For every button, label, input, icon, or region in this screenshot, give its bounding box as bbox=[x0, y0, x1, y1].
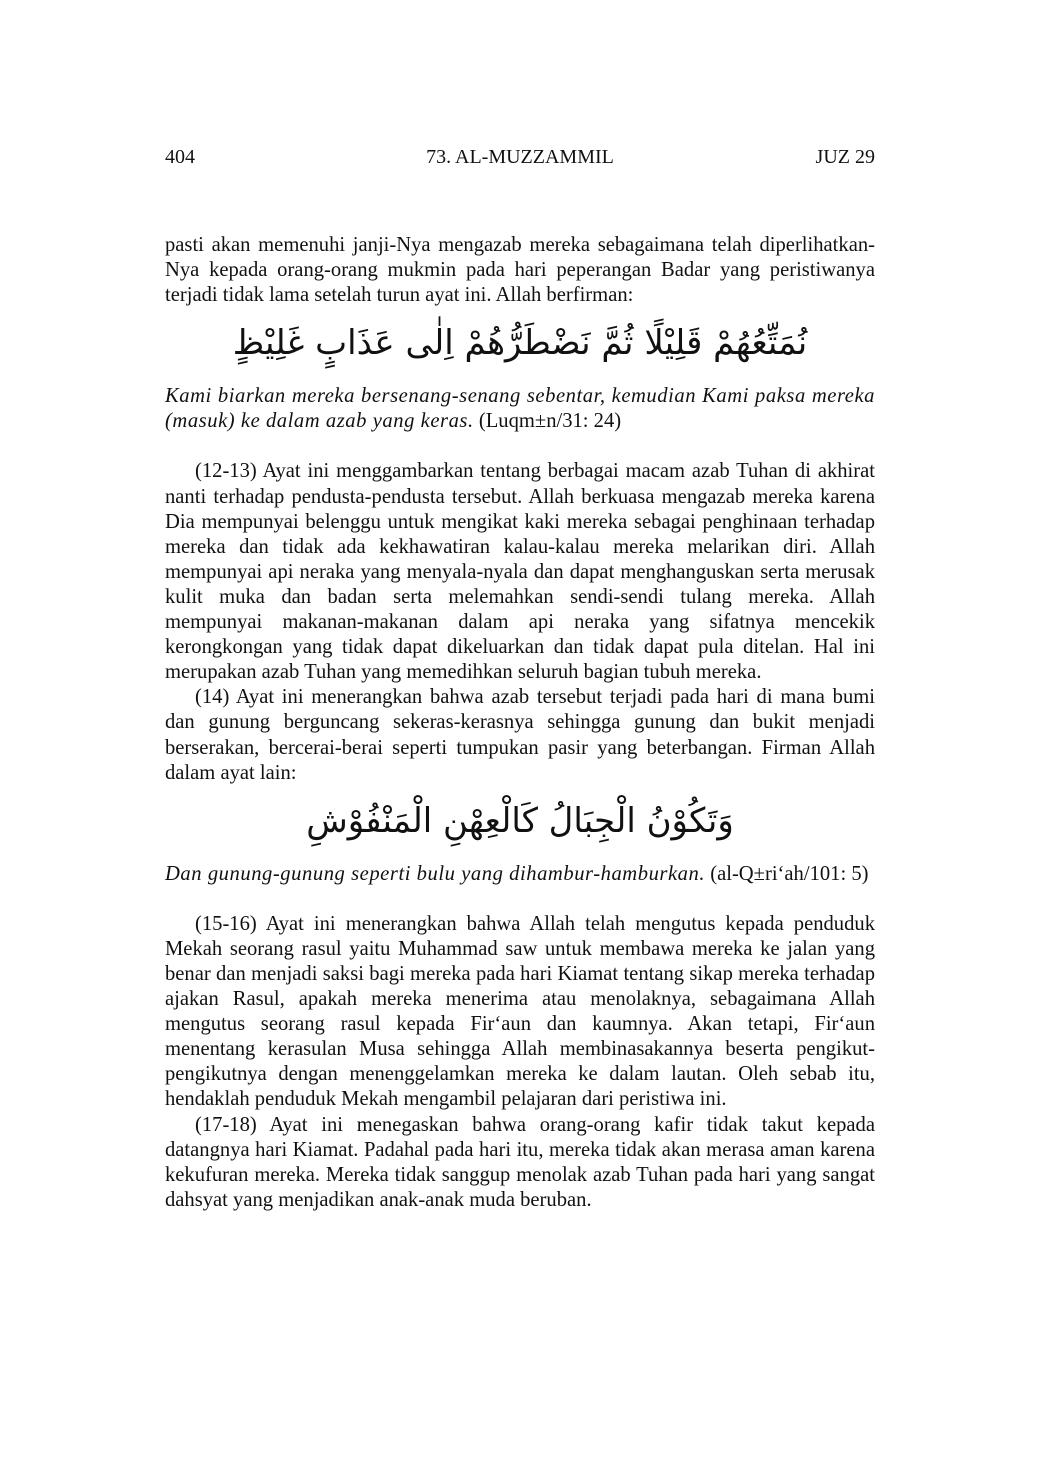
arabic-verse-qariah: وَتَكُوْنُ الْجِبَالُ كَالْعِهْنِ الْمَنْفُوْشِ bbox=[306, 800, 734, 841]
page-body bbox=[165, 233, 875, 1213]
intro-paragraph: pasti akan memenuhi janji-Nya mengazab mereka sebagaimana telah diperlihatkan-Nya kepada orang-orang mukmin pada hari peperangan Badar yang peristiwanya terjadi tidak lama setelah turun ayat ini. Allah berfirman: bbox=[165, 234, 875, 307]
commentary-17-18: (17-18) Ayat ini menegaskan bahwa orang-orang kafir tidak takut kepada datangnya hari Kiamat. Padahal pada hari itu, mereka tidak akan merasa aman karena kekufuran mereka. Mereka tidak sanggup menolak azab Tuhan pada hari yang sangat dahsyat yang menjadikan anak-anak muda beruban. bbox=[165, 1113, 875, 1211]
translation-luqman bbox=[165, 384, 875, 434]
commentary-12-13: (12-13) Ayat ini menggambarkan tentang berbagai macam azab Tuhan di akhirat nanti terhadap pendusta-pendusta tersebut. Allah berkuasa mengazab mereka karena Dia mempunyai belenggu untuk mengikat kaki mereka sebagai penghinaan terhadap mereka dan tidak ada kekhawatiran kalau-kalau mereka melarikan diri. Allah mempunyai api neraka yang menyala-nyala dan dapat menghanguskan serta merusak kulit muka dan badan serta melemahkan sendi-sendi tulang mereka. Allah mempunyai makanan-makanan dalam api neraka yang sifatnya mencekik kerongkongan yang tidak dapat dikeluarkan dan tidak dapat pula ditelan. Hal ini merupakan azab Tuhan yang memedihkan seluruh bagian tubuh mereka. bbox=[165, 460, 875, 684]
commentary-15-16: (15-16) Ayat ini menerangkan bahwa Allah telah mengutus kepada penduduk Mekah seorang rasul yaitu Muhammad saw untuk membawa mereka ke jalan yang benar dan menjadi saksi bagi mereka pada hari Kiamat tentang sikap mereka terhadap ajakan Rasul, apakah mereka menerima atau menolaknya, sebagaimana Allah mengutus seorang rasul kepada Fir‘aun dan kaumnya. Akan tetapi, Fir‘aun menentang kerasulan Musa sehingga Allah membinasakannya beserta pengikut-pengikutnya dengan menenggelamkan mereka ke dalam lautan. Oleh sebab itu, hendaklah penduduk Mekah mengambil pelajaran dari peristiwa ini. bbox=[165, 912, 875, 1111]
surah-title: 73. AL-MUZZAMMIL bbox=[426, 146, 614, 168]
spacer bbox=[165, 434, 875, 459]
translation-text: Kami biarkan mereka bersenang-senang sebentar, kemudian Kami paksa mereka (masuk) ke dalam azab yang keras. bbox=[165, 385, 875, 433]
verse-reference: (Luqm±n/31: 24) bbox=[473, 410, 622, 433]
page-header bbox=[165, 146, 875, 174]
translation-qariah bbox=[165, 862, 875, 887]
verse-reference: (al-Q±ri‘ah/101: 5) bbox=[705, 862, 869, 885]
translation-text: Dan gunung-gunung seperti bulu yang dihambur-hamburkan. bbox=[165, 862, 706, 885]
juz-label: JUZ 29 bbox=[815, 146, 875, 168]
page-number: 404 bbox=[165, 146, 195, 168]
spacer bbox=[165, 887, 875, 912]
arabic-verse-luqman: نُمَتِّعُهُمْ قَلِيْلًا ثُمَّ نَضْطَرُّهُمْ اِلٰى عَذَابٍ غَلِيْظٍ bbox=[232, 323, 808, 364]
commentary-14: (14) Ayat ini menerangkan bahwa azab tersebut terjadi pada hari di mana bumi dan gunung berguncang sekeras-kerasnya sehingga gunung dan bukit menjadi berserakan, bercerai-berai seperti tumpukan pasir yang beterbangan. Firman Allah dalam ayat lain: bbox=[165, 686, 875, 784]
